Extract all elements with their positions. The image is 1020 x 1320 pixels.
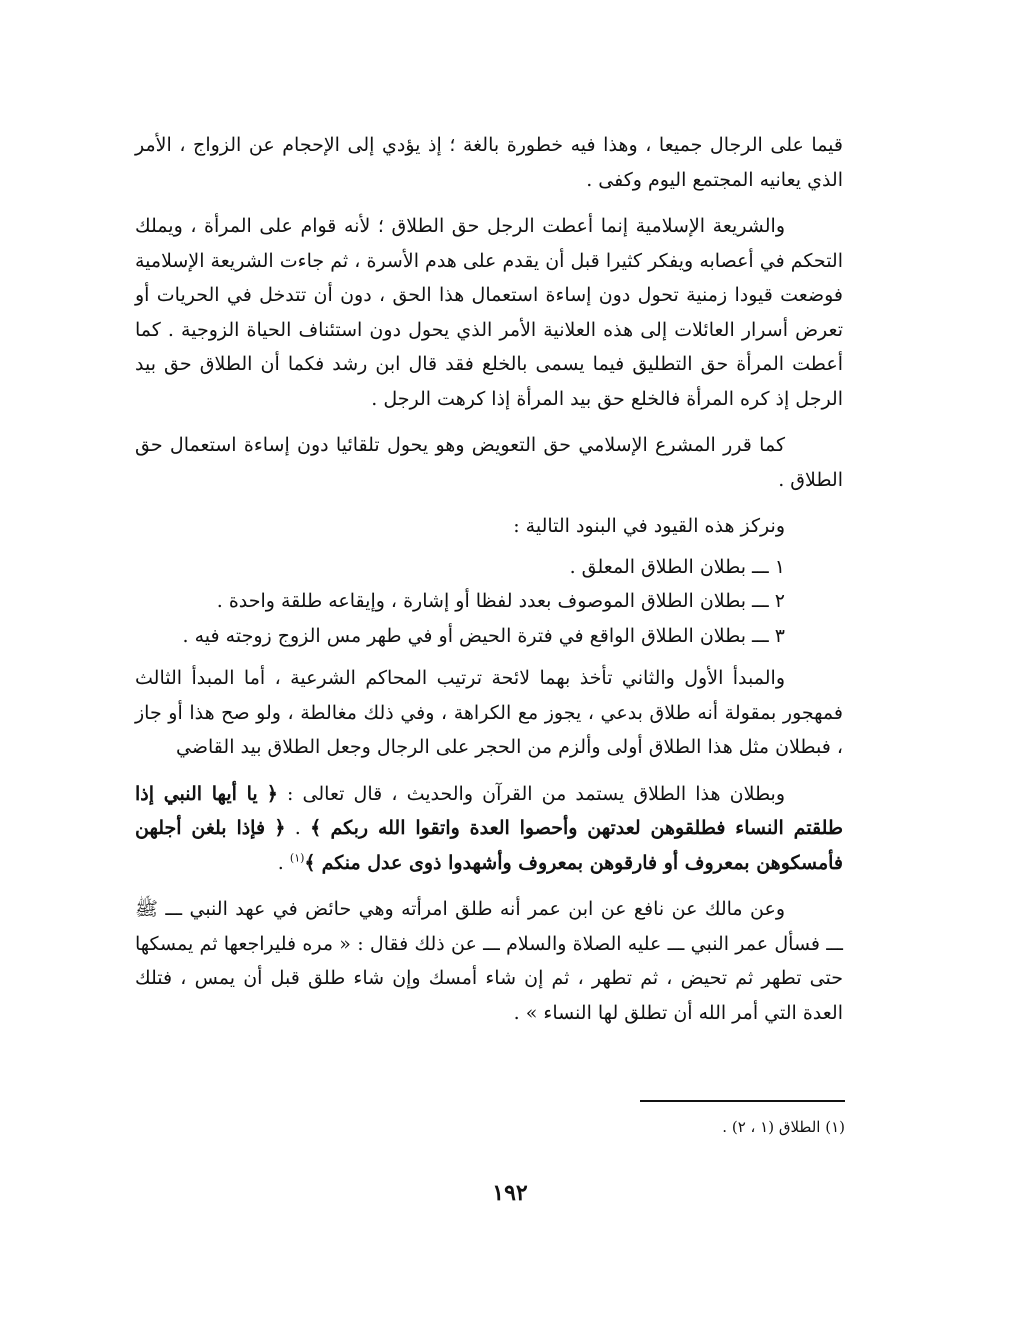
quran-intro: وبطلان هذا الطلاق يستمد من القرآن والحديث ، قال تعالى : xyxy=(287,782,785,805)
paragraph-5: والمبدأ الأول والثاني تأخذ بهما لائحة ترتيب المحاكم الشرعية ، أما المبدأ الثالث فمهجور بمقولة أنه طلاق بدعي ، يجوز مع الكراهة ، وفي ذلك مغالطة ، ولو صح هذا أو جاز ، فبطلان مثل هذا الطلاق أولى وألزم من الحجر على الرجال وجعل الطلاق بيد القاضي xyxy=(135,667,843,758)
ornate-close-bracket-2: ﴾ xyxy=(304,851,316,874)
footnote-divider xyxy=(640,1100,845,1102)
quran-verse-2: فإذا بلغن أجلهن فأمسكوهن بمعروف أو فارقوهن بمعروف وأشهدوا ذوى عدل منكم xyxy=(135,817,843,874)
page-number: ١٩٢ xyxy=(492,1180,528,1206)
paragraph-end: . xyxy=(277,851,290,874)
ornate-close-bracket: ﴾ xyxy=(310,817,322,839)
paragraph-6-quran xyxy=(135,777,843,881)
list-item-1: ١ ـــ بطلان الطلاق المعلق . xyxy=(569,555,785,578)
quran-verse-1: يا أيها النبي إذا طلقتم النساء فطلقوهن لعدتهن وأحصوا العدة واتقوا الله ربكم xyxy=(135,782,843,839)
footnote-reference: (١) xyxy=(289,851,305,865)
paragraph-1: قيما على الرجال جميعا ، وهذا فيه خطورة بالغة ؛ إذ يؤدي إلى الإحجام عن الزواج ، الأمر الذي يعانيه المجتمع اليوم وكفى . xyxy=(135,134,843,191)
list-item-2: ٢ ـــ بطلان الطلاق الموصوف بعدد لفظا أو إشارة ، وإيقاعه طلقة واحدة . xyxy=(216,590,785,612)
verse-separator: . xyxy=(285,817,311,839)
ornate-open-bracket-2: ﴿ xyxy=(274,817,286,839)
list-item-3: ٣ ـــ بطلان الطلاق الواقع في فترة الحيض أو في طهر مس الزوج زوجته فيه . xyxy=(182,624,785,647)
body-text xyxy=(135,128,843,1042)
paragraph-7-hadith: وعن مالك عن نافع عن ابن عمر أنه طلق امرأته وهي حائض في عهد النبي ـــ ﷺ ـــ فسأل عمر النبي ـــ عليه الصلاة والسلام ـــ عن ذلك فقال : « مره فليراجعها ثم يمسكها حتى تطهر ثم تحيض ، ثم تطهر ، ثم إن شاء أمسك وإن شاء طلق قبل أن يمس ، فتلك العدة التي أمر الله أن تطلق لها النساء » . xyxy=(135,898,843,1024)
paragraph-2: والشريعة الإسلامية إنما أعطت الرجل حق الطلاق ؛ لأنه قوام على المرأة ، ويملك التحكم في أعصابه ويفكر كثيرا قبل أن يقدم على هدم الأسرة ، ثم جاءت الشريعة الإسلامية فوضعت قيودا زمنية تحول دون إساءة استعمال هذا الحق ، دون أن تتدخل في الحريات أو تعرض أسرار العائلات إلى هذه العلانية الأمر الذي يحول دون استئناف الحياة الزوجية . كما أعطت المرأة حق التطليق فيما يسمى بالخلع فقد قال ابن رشد فكما أن الطلاق حق بيد الرجل إذ كره المرأة فالخلع حق بيد المرأة إذا كرهت الرجل . xyxy=(135,215,843,410)
paragraph-3: كما قرر المشرع الإسلامي حق التعويض وهو يحول تلقائيا دون إساءة استعمال حق الطلاق . xyxy=(135,434,843,491)
paragraph-4: ونركز هذه القيود في البنود التالية : xyxy=(513,515,785,537)
ornate-open-bracket: ﴿ xyxy=(266,782,278,805)
footnote: (١) الطلاق (١ ، ٢) . xyxy=(722,1118,845,1136)
